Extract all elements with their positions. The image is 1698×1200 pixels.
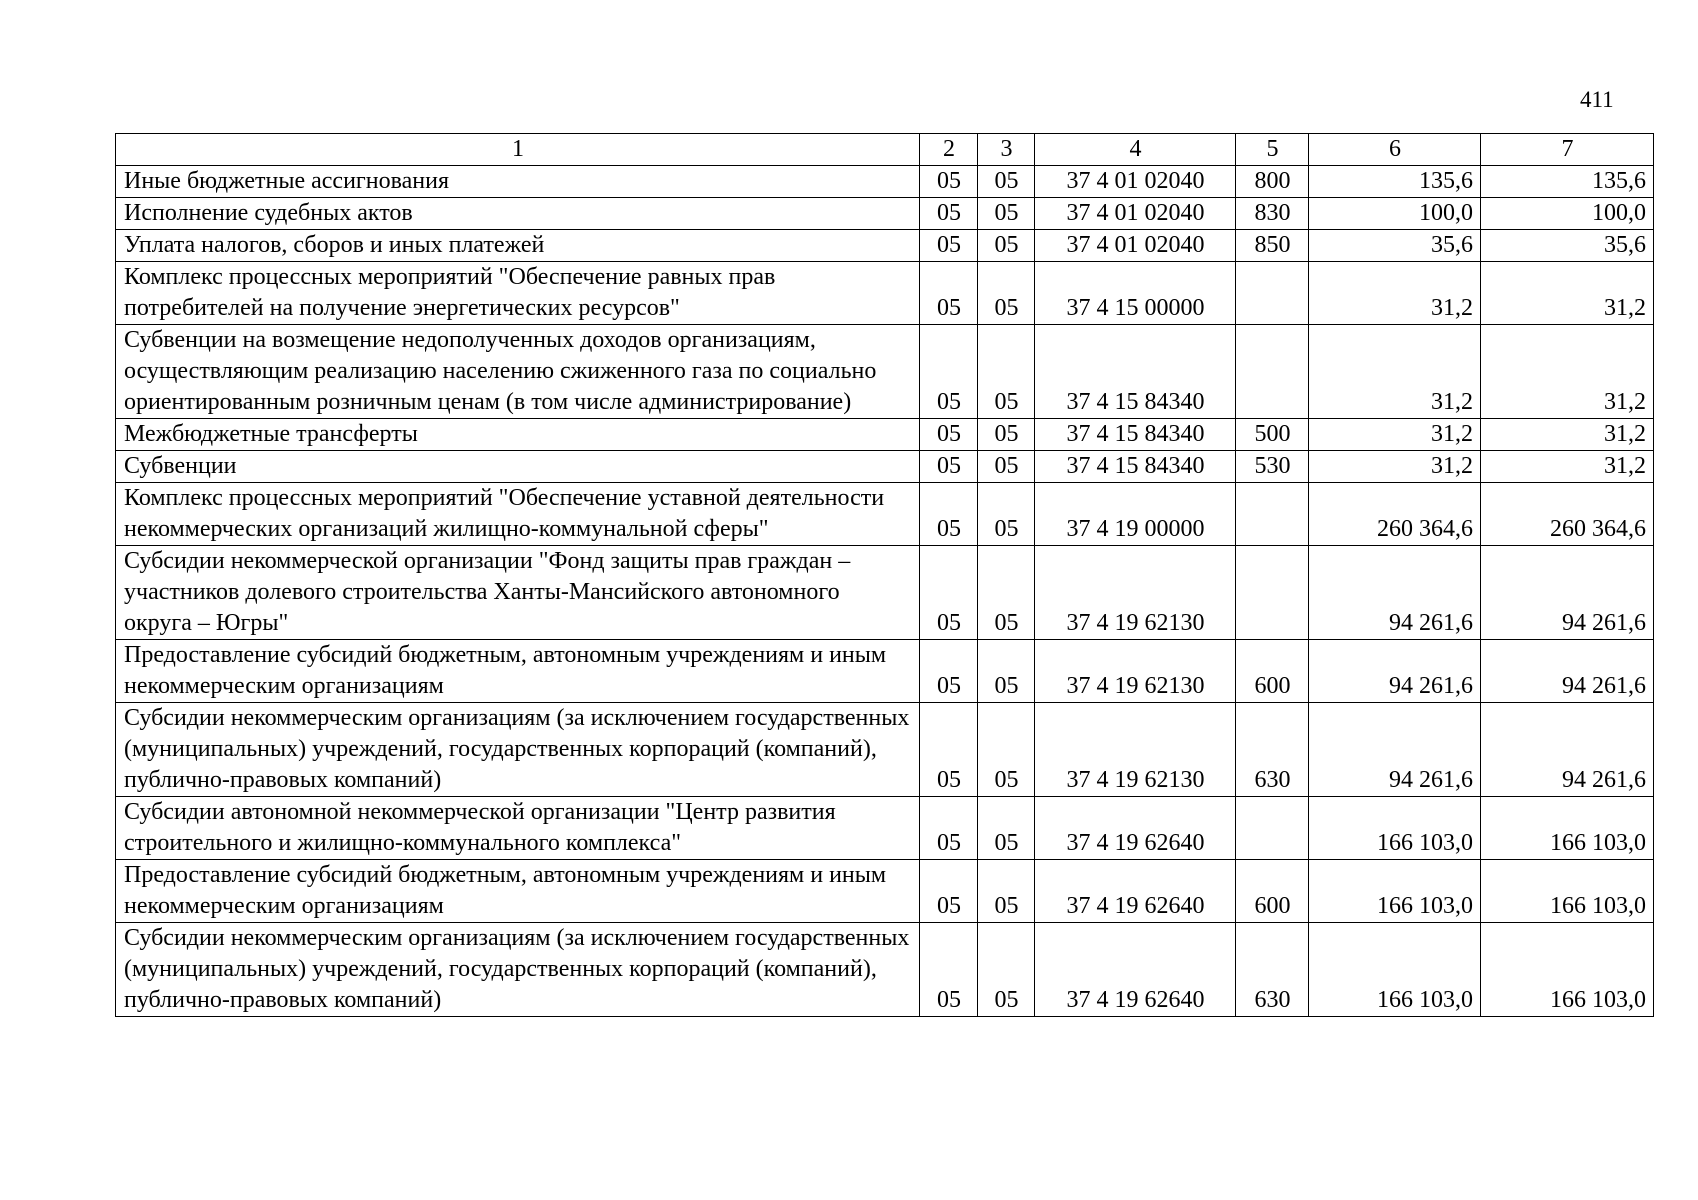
target-code-cell: 37 4 15 84340 [1035,325,1236,419]
expense-type-cell [1236,546,1309,640]
section-cell: 05 [920,451,978,483]
amount-col7-cell: 166 103,0 [1481,797,1654,860]
table-row [116,325,1654,419]
column-header: 3 [978,134,1035,166]
target-code-cell: 37 4 19 62130 [1035,546,1236,640]
amount-col7-cell: 35,6 [1481,230,1654,262]
amount-col7-cell: 31,2 [1481,451,1654,483]
target-code-cell: 37 4 01 02040 [1035,166,1236,198]
table-row [116,419,1654,451]
row-name-cell: Уплата налогов, сборов и иных платежей [116,230,920,262]
section-cell: 05 [920,860,978,923]
target-code-cell: 37 4 19 00000 [1035,483,1236,546]
column-header: 5 [1236,134,1309,166]
table-row [116,262,1654,325]
target-code-cell: 37 4 19 62640 [1035,923,1236,1017]
amount-col6-cell: 94 261,6 [1309,640,1481,703]
amount-col7-cell: 166 103,0 [1481,860,1654,923]
column-header: 6 [1309,134,1481,166]
section-cell: 05 [920,923,978,1017]
section-cell: 05 [920,262,978,325]
section-cell: 05 [920,166,978,198]
row-name-cell: Исполнение судебных актов [116,198,920,230]
subsection-cell: 05 [978,923,1035,1017]
amount-col7-cell: 100,0 [1481,198,1654,230]
table-row [116,640,1654,703]
amount-col6-cell: 166 103,0 [1309,860,1481,923]
row-name-cell: Иные бюджетные ассигнования [116,166,920,198]
table-row [116,797,1654,860]
amount-col7-cell: 94 261,6 [1481,703,1654,797]
amount-col7-cell: 260 364,6 [1481,483,1654,546]
subsection-cell: 05 [978,703,1035,797]
row-name-cell: Комплекс процессных мероприятий "Обеспечение уставной деятельности некоммерческих организаций жилищно-коммунальной сферы" [116,483,920,546]
column-header: 2 [920,134,978,166]
subsection-cell: 05 [978,166,1035,198]
row-name-cell: Предоставление субсидий бюджетным, автономным учреждениям и иным некоммерческим организациям [116,640,920,703]
expense-type-cell: 600 [1236,640,1309,703]
section-cell: 05 [920,703,978,797]
expense-type-cell: 800 [1236,166,1309,198]
section-cell: 05 [920,797,978,860]
subsection-cell: 05 [978,797,1035,860]
column-header: 4 [1035,134,1236,166]
section-cell: 05 [920,419,978,451]
target-code-cell: 37 4 15 84340 [1035,451,1236,483]
subsection-cell: 05 [978,483,1035,546]
target-code-cell: 37 4 19 62640 [1035,797,1236,860]
amount-col6-cell: 31,2 [1309,325,1481,419]
expense-type-cell: 850 [1236,230,1309,262]
row-name-cell: Субсидии автономной некоммерческой организации "Центр развития строительного и жилищно-коммунального комплекса" [116,797,920,860]
table-row [116,166,1654,198]
amount-col6-cell: 35,6 [1309,230,1481,262]
amount-col7-cell: 94 261,6 [1481,640,1654,703]
expense-type-cell [1236,325,1309,419]
subsection-cell: 05 [978,325,1035,419]
table-body [116,166,1654,1017]
page-number: 411 [1580,87,1614,112]
target-code-cell: 37 4 15 00000 [1035,262,1236,325]
expense-type-cell: 630 [1236,923,1309,1017]
subsection-cell: 05 [978,262,1035,325]
expense-type-cell: 530 [1236,451,1309,483]
section-cell: 05 [920,325,978,419]
amount-col7-cell: 135,6 [1481,166,1654,198]
table-row [116,546,1654,640]
table-row [116,230,1654,262]
row-name-cell: Комплекс процессных мероприятий "Обеспечение равных прав потребителей на получение энергетических ресурсов" [116,262,920,325]
table-row [116,483,1654,546]
expense-type-cell: 630 [1236,703,1309,797]
row-name-cell: Субвенции [116,451,920,483]
target-code-cell: 37 4 01 02040 [1035,198,1236,230]
amount-col7-cell: 31,2 [1481,419,1654,451]
subsection-cell: 05 [978,546,1035,640]
subsection-cell: 05 [978,198,1035,230]
row-name-cell: Межбюджетные трансферты [116,419,920,451]
target-code-cell: 37 4 15 84340 [1035,419,1236,451]
amount-col6-cell: 166 103,0 [1309,797,1481,860]
column-header: 1 [116,134,920,166]
expense-type-cell [1236,262,1309,325]
table-row [116,703,1654,797]
target-code-cell: 37 4 01 02040 [1035,230,1236,262]
amount-col6-cell: 166 103,0 [1309,923,1481,1017]
section-cell: 05 [920,546,978,640]
target-code-cell: 37 4 19 62130 [1035,703,1236,797]
amount-col6-cell: 94 261,6 [1309,546,1481,640]
section-cell: 05 [920,198,978,230]
amount-col6-cell: 94 261,6 [1309,703,1481,797]
amount-col6-cell: 260 364,6 [1309,483,1481,546]
expense-type-cell [1236,797,1309,860]
table-row [116,860,1654,923]
subsection-cell: 05 [978,860,1035,923]
subsection-cell: 05 [978,419,1035,451]
expense-type-cell [1236,483,1309,546]
subsection-cell: 05 [978,451,1035,483]
row-name-cell: Субсидии некоммерческой организации "Фонд защиты прав граждан – участников долевого строительства Ханты-Мансийского автономного округа – Югры" [116,546,920,640]
column-header: 7 [1481,134,1654,166]
table-row [116,198,1654,230]
amount-col6-cell: 31,2 [1309,419,1481,451]
amount-col6-cell: 31,2 [1309,262,1481,325]
section-cell: 05 [920,483,978,546]
subsection-cell: 05 [978,640,1035,703]
target-code-cell: 37 4 19 62640 [1035,860,1236,923]
amount-col7-cell: 31,2 [1481,262,1654,325]
header-row [116,134,1654,166]
subsection-cell: 05 [978,230,1035,262]
amount-col6-cell: 31,2 [1309,451,1481,483]
row-name-cell: Субсидии некоммерческим организациям (за исключением государственных (муниципальных) учреждений, государственных корпораций (компаний), публично-правовых компаний) [116,923,920,1017]
table-row [116,451,1654,483]
row-name-cell: Предоставление субсидий бюджетным, автономным учреждениям и иным некоммерческим организациям [116,860,920,923]
amount-col7-cell: 166 103,0 [1481,923,1654,1017]
section-cell: 05 [920,640,978,703]
section-cell: 05 [920,230,978,262]
row-name-cell: Субсидии некоммерческим организациям (за исключением государственных (муниципальных) учреждений, государственных корпораций (компаний), публично-правовых компаний) [116,703,920,797]
budget-table [115,133,1654,1017]
table-row [116,923,1654,1017]
row-name-cell: Субвенции на возмещение недополученных доходов организациям, осуществляющим реализацию населению сжиженного газа по социально ориентированным розничным ценам (в том числе администрирование) [116,325,920,419]
target-code-cell: 37 4 19 62130 [1035,640,1236,703]
expense-type-cell: 500 [1236,419,1309,451]
amount-col6-cell: 135,6 [1309,166,1481,198]
expense-type-cell: 830 [1236,198,1309,230]
amount-col6-cell: 100,0 [1309,198,1481,230]
expense-type-cell: 600 [1236,860,1309,923]
amount-col7-cell: 94 261,6 [1481,546,1654,640]
amount-col7-cell: 31,2 [1481,325,1654,419]
